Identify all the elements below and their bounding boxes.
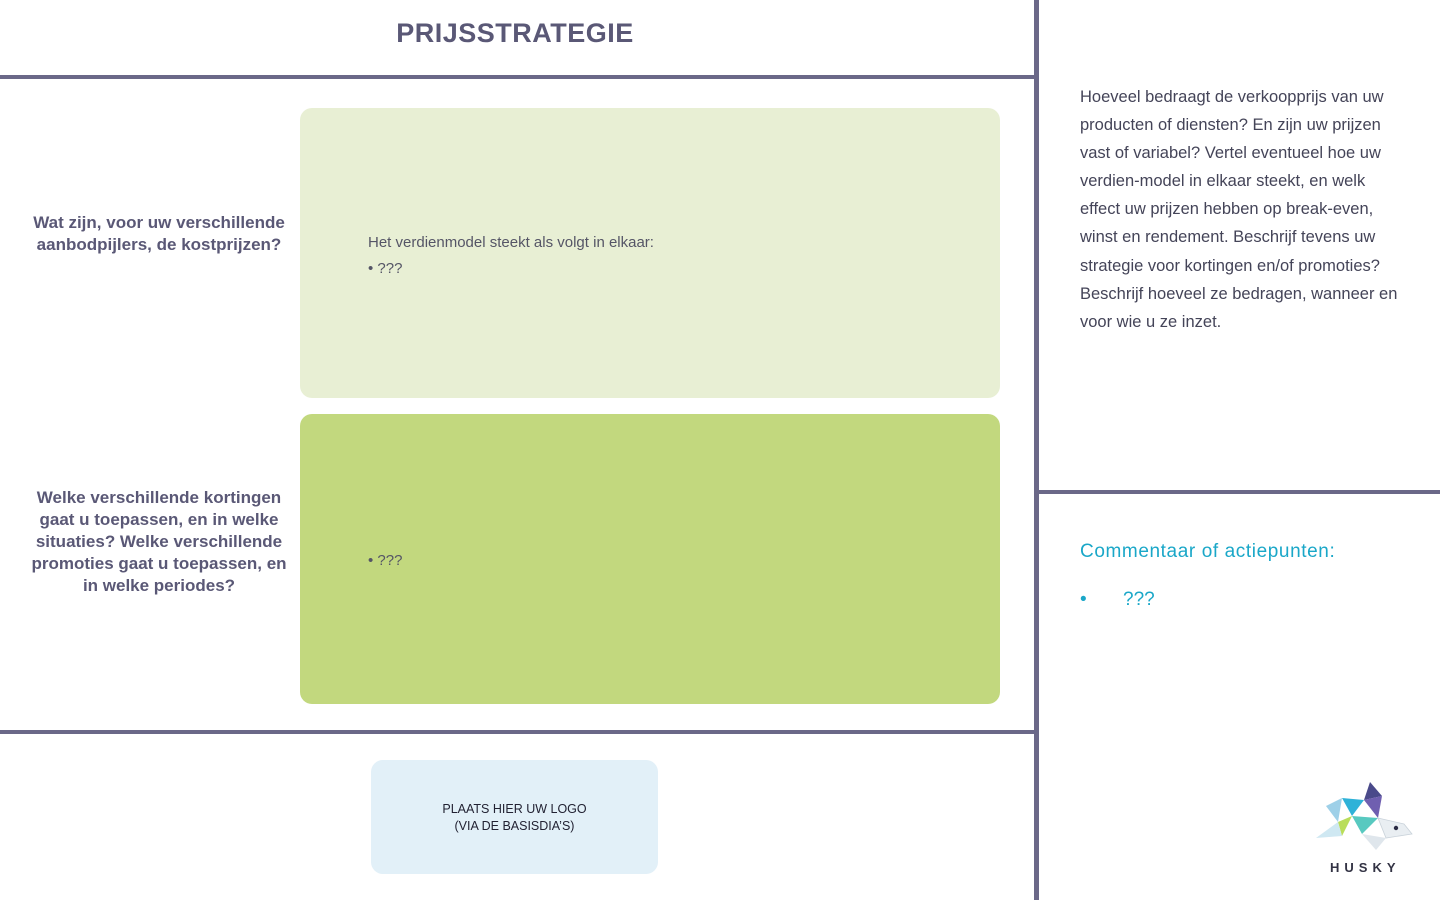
- discounts-panel[interactable]: [300, 414, 1000, 704]
- logo-placeholder-line1: PLAATS HIER UW LOGO: [442, 802, 587, 816]
- comments-bullet: •: [1080, 589, 1087, 610]
- top-divider: [0, 75, 1036, 79]
- logo-facet: [1362, 834, 1386, 850]
- brand-name: HUSKY: [1330, 860, 1401, 875]
- logo-placeholder-text: [371, 801, 658, 835]
- earnings-model-bullet: • ???: [368, 260, 403, 277]
- page-title: PRIJSSTRATEGIE: [396, 18, 634, 48]
- question-cost-prices: Wat zijn, voor uw verschillende aanbodpijlers, de kostprijzen?: [33, 213, 285, 254]
- husky-logo-icon: [1312, 778, 1418, 858]
- discounts-bullet: • ???: [368, 552, 403, 569]
- logo-facet: [1316, 822, 1342, 838]
- comments-item[interactable]: ???: [1123, 589, 1155, 610]
- instructions-paragraph: Hoeveel bedraagt de verkoopprijs van uw producten of diensten? En zijn uw prijzen vast of variabel? Vertel eventueel hoe uw verdien-model in elkaar steekt, en welk effect uw prijzen hebben op break-even, winst en rendement. Beschrijf tevens uw strategie voor kortingen en/of promoties? Beschrijf hoeveel ze bedragen, wanneer en voor wie u ze inzet.: [1080, 88, 1398, 331]
- logo-facet: [1352, 816, 1378, 834]
- vertical-divider: [1034, 0, 1039, 900]
- question-discounts: Welke verschillende kortingen gaat u toepassen, en in welke situaties? Welke verschillende promoties gaat u toepassen, en in welke periodes?: [31, 488, 287, 595]
- logo-placeholder-line2: (VIA DE BASISDIA’S): [454, 819, 575, 833]
- earnings-model-intro: Het verdienmodel steekt als volgt in elkaar:: [368, 234, 654, 251]
- logo-facet: [1342, 798, 1364, 816]
- earnings-model-panel[interactable]: [300, 108, 1000, 398]
- logo-eye: [1394, 826, 1398, 830]
- right-divider: [1039, 490, 1440, 494]
- bottom-divider: [0, 730, 1036, 734]
- logo-facet: [1326, 798, 1342, 822]
- comments-title: Commentaar of actiepunten:: [1080, 541, 1336, 562]
